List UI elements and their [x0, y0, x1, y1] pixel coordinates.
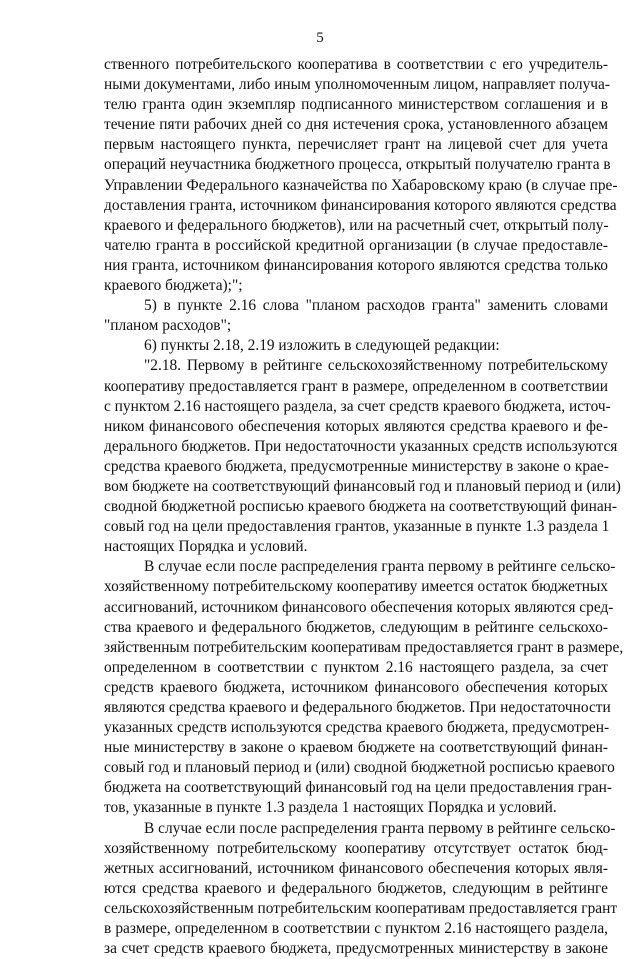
text-line: первым настоящего пункта, перечисляет грант на лицевой счет для учета — [104, 136, 608, 154]
text-line: тов, указанные в пункте 1.3 раздела 1 настоящих Порядка и условий. — [104, 799, 557, 817]
text-line: кооперативу предоставляется грант в размере, определенном в соответствии — [104, 377, 608, 395]
text-line: являются средства краевого и федерального бюджетов. При недостаточности — [104, 699, 611, 716]
text-line: за счет средств краевого бюджета, предусмотренных министерству в законе — [104, 940, 608, 958]
text-line: В случае если после распределения гранта первому в рейтинге сельско- — [144, 819, 616, 837]
text-line: операций неучастника бюджетного процесса, открытый получателю гранта в — [104, 156, 611, 174]
page-number: 5 — [316, 30, 324, 46]
text-line: с пунктом 2.16 настоящего раздела, за счет средств краевого бюджета, источ- — [104, 397, 611, 415]
text-line: "планом расходов"; — [104, 317, 232, 335]
text-line: В случае если после распределения гранта первому в рейтинге сельско- — [144, 558, 616, 576]
text-line: указанных средств используются средства краевого бюджета, предусмотрен- — [104, 719, 610, 737]
paragraph — [104, 296, 608, 336]
text-line: зяйственным потребительским кооперативам предоставляется грант в размере, — [104, 638, 624, 656]
text-line: ния гранта, источником финансирования которого являются средства только — [104, 256, 608, 274]
text-line: ются средства краевого и федерального бюджетов, следующим в рейтинге — [104, 879, 608, 897]
text-line: сводной бюджетной росписью краевого бюджета на соответствующий финан- — [104, 498, 618, 516]
text-line: 6) пункты 2.18, 2.19 изложить в следующей редакции: — [144, 337, 500, 355]
text-line: средства краевого бюджета, предусмотренные министерству в законе о крае- — [104, 457, 609, 475]
paragraph — [104, 336, 608, 356]
text-line: краевого и федерального бюджетов), или на расчетный счет, открытый полу- — [104, 216, 609, 234]
text-line: бюджета на соответствующий финансовый год на цели предоставления гран- — [104, 779, 613, 797]
text-line: ассигнований, источником финансового обеспечения которых являются сред- — [104, 598, 614, 616]
text-line: течение пяти рабочих дней со дня истечения срока, установленного абзацем — [104, 116, 608, 134]
text-line: хозяйственному потребительскому кооперативу отсутствует остаток бюд- — [104, 839, 608, 857]
document-body — [104, 55, 624, 959]
text-line: краевого бюджета);"; — [104, 277, 243, 295]
text-line: в размере, определенном в соответствии с пунктом 2.16 настоящего раздела, — [104, 920, 608, 938]
text-line: настоящих Порядка и условий. — [104, 538, 308, 556]
paragraph — [104, 819, 618, 959]
text-line: совый год на цели предоставления грантов, указанные в пункте 1.3 раздела 1 — [104, 518, 610, 536]
text-line: средств краевого бюджета, источником финансового обеспечения которых — [104, 678, 608, 696]
text-line: ственного потребительского кооператива в соответствии с его учредитель- — [104, 56, 608, 73]
text-line: ными документами, либо иным уполномоченным лицом, направляет получа- — [104, 76, 610, 94]
text-line: ства краевого и федерального бюджетов, следующим в рейтинге сельскохо- — [104, 618, 608, 636]
text-line: жетных ассигнований, источником финансового обеспечения которых явля- — [104, 859, 608, 877]
paragraph — [104, 55, 618, 296]
paragraph — [104, 557, 624, 818]
text-line: вом бюджете на соответствующий финансовый год и плановый период и (или) — [104, 477, 621, 495]
paragraph — [104, 356, 621, 557]
text-line: определенном в соответствии с пунктом 2.16 настоящего раздела, за счет — [104, 658, 608, 676]
text-line: совый год и плановый период и (или) сводной бюджетной росписью краевого — [104, 759, 615, 777]
text-line: дерального бюджетов. При недостаточности указанных средств используются — [104, 437, 618, 455]
text-line: чателю гранта в российской кредитной организации (в случае предоставле- — [104, 236, 608, 254]
text-line: телю гранта один экземпляр подписанного министерством соглашения и в — [104, 96, 608, 114]
text-line: сельскохозяйственным потребительским кооперативам предоставляется грант — [104, 899, 618, 917]
text-line: Управлении Федерального казначейства по Хабаровскому краю (в случае пре- — [104, 176, 618, 194]
text-line: доставления гранта, источником финансирования которого являются средства — [104, 196, 617, 214]
text-line: ником финансового обеспечения которых являются средства краевого и фе- — [104, 417, 608, 435]
text-line: "2.18. Первому в рейтинге сельскохозяйственному потребительскому — [144, 357, 608, 375]
text-line: хозяйственному потребительскому кооперативу имеется остаток бюджетных — [104, 578, 608, 596]
text-line: ные министерству в законе о краевом бюджете на соответствующий финан- — [104, 739, 608, 757]
text-line: 5) в пункте 2.16 слова "планом расходов гранта" заменить словами — [144, 297, 608, 315]
